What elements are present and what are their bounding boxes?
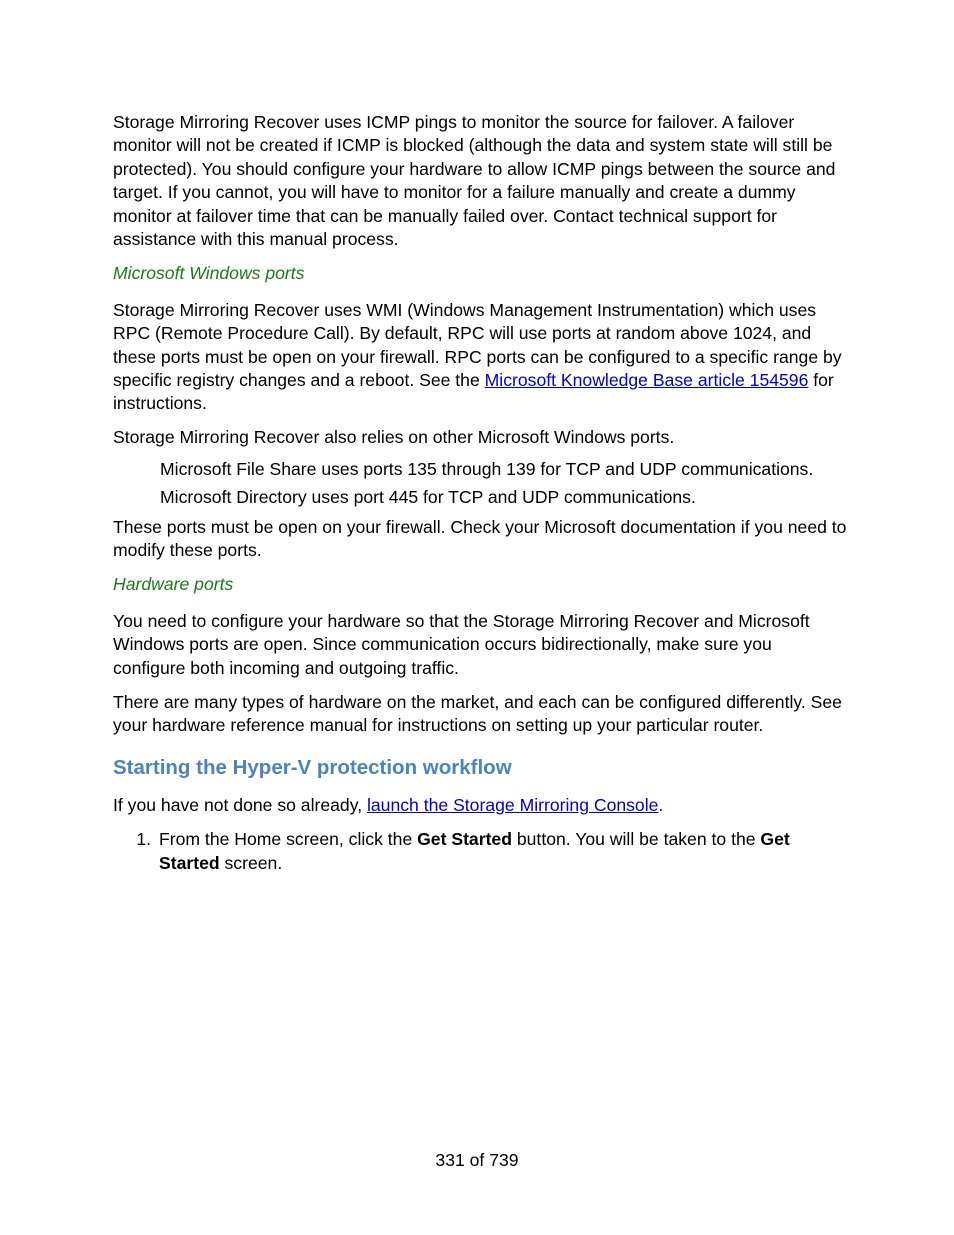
hardware-types-paragraph: There are many types of hardware on the market, and each can be configured differently. See your hardware reference manual for instructions on setting up your particular router.	[113, 691, 842, 736]
hardware-ports-heading: Hardware ports	[113, 574, 234, 595]
directory-item: Microsoft Directory uses port 445 for TCP and UDP communications.	[160, 487, 696, 508]
step-number: 1.	[136, 829, 151, 850]
wmi-text-end: for instructions.	[113, 370, 834, 414]
document-body	[113, 111, 848, 885]
step-item	[113, 828, 848, 875]
step-text-part: From the Home screen, click the	[159, 829, 418, 850]
get-started-screen-label: Get Started	[159, 829, 790, 873]
step-text-part: screen.	[219, 852, 283, 873]
wmi-text: Storage Mirroring Recover uses WMI (Windows Management Instrumentation) which uses RPC (Remote Procedure Call). By default, RPC will use ports at random above 1024, and these ports must be open on your firewall. RPC ports can be configured to a specific range by specific registry changes and a reboot. See the	[113, 299, 842, 391]
step-text	[159, 828, 848, 875]
relies-paragraph: Storage Mirroring Recover also relies on other Microsoft Windows ports.	[113, 427, 675, 448]
page-number: 331 of 739	[435, 1150, 519, 1170]
intro-text: If you have not done so already,	[113, 795, 367, 816]
knowledge-base-link[interactable]: Microsoft Knowledge Base article 154596	[484, 370, 809, 391]
get-started-button-label: Get Started	[417, 829, 512, 850]
section-title: Starting the Hyper-V protection workflow	[113, 755, 512, 779]
section-intro	[113, 794, 848, 817]
step-text-part: button. You will be taken to the	[511, 829, 761, 850]
intro-text-end: .	[658, 795, 664, 816]
launch-console-link[interactable]: launch the Storage Mirroring Console	[366, 795, 659, 816]
icmp-paragraph: Storage Mirroring Recover uses ICMP pings to monitor the source for failover. A failover monitor will not be created if ICMP is blocked (although the data and system state will still be protected). You should configure your hardware to allow ICMP pings between the source and target. If you cannot, you will have to monitor for a failure manually and create a dummy monitor at failover time that can be manually failed over. Contact technical support for assistance with this manual process.	[113, 112, 836, 250]
wmi-paragraph	[113, 299, 848, 416]
firewall-paragraph: These ports must be open on your firewall. Check your Microsoft documentation if you need to modify these ports.	[113, 516, 847, 561]
configure-paragraph: You need to configure your hardware so that the Storage Mirroring Recover and Microsoft Windows ports are open. Since communication occurs bidirectionally, make sure you configure both incoming and outgoing traffic.	[113, 610, 810, 678]
windows-ports-heading: Microsoft Windows ports	[113, 263, 305, 284]
file-share-item: Microsoft File Share uses ports 135 through 139 for TCP and UDP communications.	[160, 458, 814, 479]
